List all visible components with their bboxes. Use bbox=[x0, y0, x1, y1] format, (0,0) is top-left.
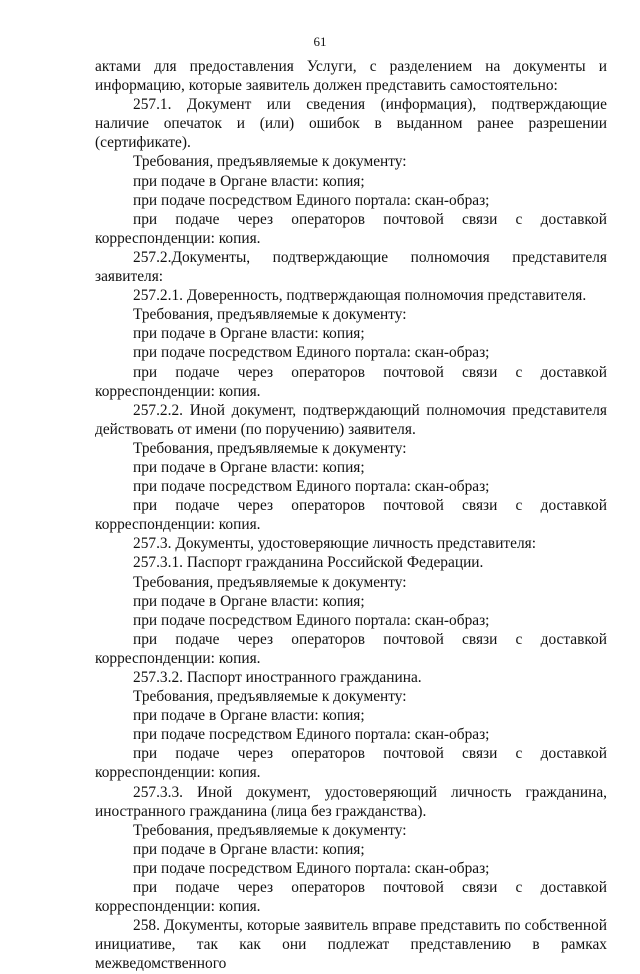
paragraph: при подаче в Органе власти: копия; bbox=[133, 592, 365, 610]
paragraph: 257.3.1. Паспорт гражданина Российской Федерации. bbox=[133, 554, 484, 572]
paragraph: Требования, предъявляемые к документу: bbox=[133, 439, 407, 457]
paragraph: при подаче в Органе власти: копия; bbox=[133, 172, 365, 190]
paragraph: 257.3.2. Паспорт иностранного гражданина. bbox=[133, 669, 422, 686]
page-number: 61 bbox=[313, 34, 327, 49]
paragraph: при подаче через операторов почтовой связи с доставкой корреспонденции: копия. bbox=[95, 879, 607, 916]
paragraph: 257.2.2. Иной документ, подтверждающий полномочия представителя действовать от имени (по поручению) заявителя. bbox=[95, 401, 607, 438]
paragraph: 258. Документы, которые заявитель вправе представить по собственной инициативе, так как они подлежат представлению в рамках межведомственного bbox=[95, 917, 607, 973]
paragraph: Требования, предъявляемые к документу: bbox=[133, 153, 407, 171]
paragraph: 257.3. Документы, удостоверяющие личность представителя: bbox=[133, 535, 537, 553]
paragraph: актами для предоставления Услуги, с разделением на документы и информацию, которые заявитель должен представить самостоятельно: bbox=[95, 58, 607, 95]
paragraph: при подаче посредством Единого портала: скан-образ; bbox=[133, 344, 490, 362]
paragraph: 257.1. Документ или сведения (информация), подтверждающие наличие опечаток и (или) ошибок в выданном ранее разрешении (сертификате). bbox=[95, 96, 607, 152]
paragraph: 257.3.3. Иной документ, удостоверяющий личность гражданина, иностранного гражданина (лица без гражданства). bbox=[95, 783, 607, 820]
paragraph: 257.2.Документы, подтверждающие полномочия представителя заявителя: bbox=[95, 248, 607, 286]
document-body bbox=[95, 57, 607, 974]
paragraph: Требования, предъявляемые к документу: bbox=[133, 573, 407, 591]
paragraph: при подаче через операторов почтовой связи с доставкой корреспонденции: копия. bbox=[95, 745, 607, 782]
paragraph: при подаче в Органе власти: копия; bbox=[133, 840, 365, 858]
paragraph: при подаче посредством Единого портала: скан-образ; bbox=[133, 726, 490, 744]
paragraph: Требования, предъявляемые к документу: bbox=[133, 306, 407, 324]
paragraph: при подаче посредством Единого портала: скан-образ; bbox=[133, 478, 490, 496]
paragraph: при подаче посредством Единого портала: скан-образ; bbox=[133, 611, 490, 629]
paragraph: при подаче посредством Единого портала: скан-образ; bbox=[133, 191, 490, 209]
paragraph: при подаче через операторов почтовой связи с доставкой корреспонденции: копия. bbox=[95, 497, 607, 534]
paragraph: при подаче в Органе власти: копия; bbox=[133, 325, 365, 343]
paragraph: 257.2.1. Доверенность, подтверждающая полномочия представителя. bbox=[133, 287, 587, 305]
paragraph: при подаче через операторов почтовой связи с доставкой корреспонденции: копия. bbox=[95, 630, 607, 667]
paragraph: Требования, предъявляемые к документу: bbox=[133, 821, 407, 839]
paragraph: при подаче через операторов почтовой связи с доставкой корреспонденции: копия. bbox=[95, 363, 607, 400]
paragraph: Требования, предъявляемые к документу: bbox=[133, 688, 407, 706]
paragraph: при подаче посредством Единого портала: скан-образ; bbox=[133, 859, 490, 877]
paragraph: при подаче в Органе власти: копия; bbox=[133, 458, 365, 476]
paragraph: при подаче через операторов почтовой связи с доставкой корреспонденции: копия. bbox=[95, 210, 607, 247]
paragraph: при подаче в Органе власти: копия; bbox=[133, 707, 365, 725]
